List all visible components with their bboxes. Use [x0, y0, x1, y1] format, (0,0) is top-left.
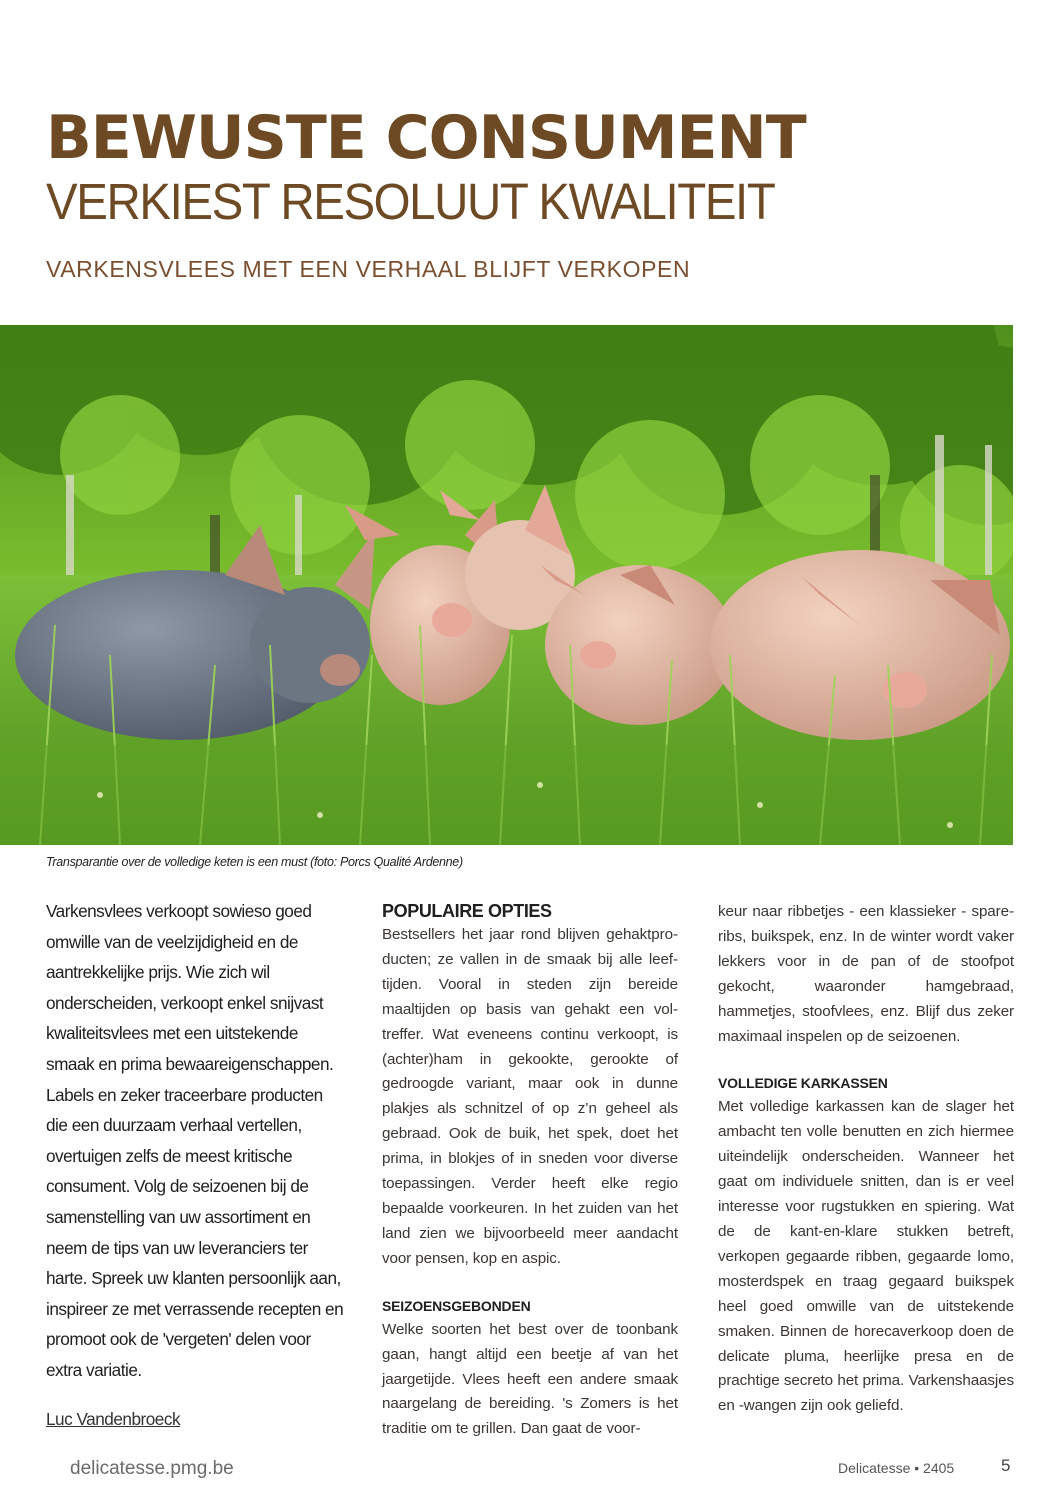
- volledige-karkassen-text: Met volledige karkassen kan de slager het ambacht ten volle benutten en zich hiermee uiteindelijk onderscheiden. Wanneer het gaat om individuele snitten, dan is er veel interesse voor rugstukken en spiering. Wat de de kant-en-klare stukken betreft, verkopen gegaarde ribben, gegaarde lomo, mosterdspek en traag gegaard buikspek heel goed omwille van de uitstekende smaken. Binnen de horecaverkoop doen de delicate pluma, heerlijke presa en de prachtige secreto het prima. Varkenshaasjes en -wangen zijn ook geliefd.: [718, 1098, 1014, 1415]
- article-kicker: VARKENSVLEES MET EEN VERHAAL BLIJFT VERKOPEN: [46, 256, 691, 282]
- heading-seizoensgebonden: SEIZOENSGEBONDEN: [382, 1297, 531, 1314]
- intro-text: Varkensvlees verkoopt sowieso goed omwille van de veelzijdigheid en de aantrekkelijke prijs. Wie zich wil onderscheiden, verkoopt enkel snijvast kwaliteitsvlees met een uitstekende smaak en prima bewaareigenschappen. Labels en zeker traceerbare producten die een duurzaam verhaal vertellen, overtuigen zelfs de meest kritische consument. Volg de seizoenen bij de samenstelling van uw assortiment en neem de tips van uw leveranciers ter harte. Spreek uw klanten persoonlijk aan, inspireer ze met verrassende recepten en promoot ook de 'vergeten' delen voor extra variatie.: [46, 901, 344, 1380]
- pigs-in-meadow-photo: [0, 325, 1013, 845]
- issue-label: Delicatesse • 2405: [838, 1460, 955, 1476]
- heading-populaire-opties: POPULAIRE OPTIES: [382, 901, 552, 921]
- article-title: BEWUSTE CONSUMENT: [46, 103, 806, 173]
- website-link[interactable]: delicatesse.pmg.be: [70, 1458, 234, 1479]
- seizoensgebonden-text: Welke soorten het best over de toonbank gaan, hangt altijd een beetje af van het jaargetijde. Vlees heeft een andere smaak naargelang de bereiding. 's Zomers is het traditie om te grillen. Dan gaat de voor-: [382, 1320, 678, 1438]
- middle-column: [382, 899, 678, 1442]
- photo-caption: Transparantie over de volledige keten is een must (foto: Porcs Qualité Ardenne): [46, 855, 463, 869]
- seizoensgebonden-text-continued: keur naar ribbetjes - een klassieker - spareribs, buikspek, enz. In de winter wordt vaker lekkers voor in de pan of de stoofpot gekocht, waaronder hamgebraad, hammetjes, stoofvlees, enz. Blijf dus zeker maximaal inspelen op de seizoenen.: [718, 903, 1014, 1045]
- article-subtitle: VERKIEST RESOLUUT KWALITEIT: [46, 173, 775, 230]
- pigs-illustration: [0, 325, 1013, 845]
- author-link[interactable]: Luc Vandenbroeck: [46, 1408, 181, 1429]
- heading-volledige-karkassen: VOLLEDIGE KARKASSEN: [718, 1075, 888, 1092]
- intro-column: [46, 896, 346, 1434]
- page-number: 5: [1001, 1456, 1011, 1475]
- right-column: [718, 900, 1014, 1419]
- populaire-opties-text: Bestsellers het jaar rond blijven gehaktproducten; ze vallen in de smaak bij alle leeftijden. Vooral in steden zijn bereide maaltijden op basis van gehakt een voltreffer. Wat eveneens continu verkoopt, is (achter)ham in gekookte, gerookte of gedroogde variant, maar ook in dunne plakjes als schnitzel of op z’n geheel als gebraad. Ook de buik, het spek, doet het prima, in blokjes of in sneden voor diverse toepassingen. Verder heeft elke regio bepaalde voorkeuren. In het zuiden van het land zien we bijvoorbeeld meer aandacht voor pensen, kop en aspic.: [382, 926, 678, 1267]
